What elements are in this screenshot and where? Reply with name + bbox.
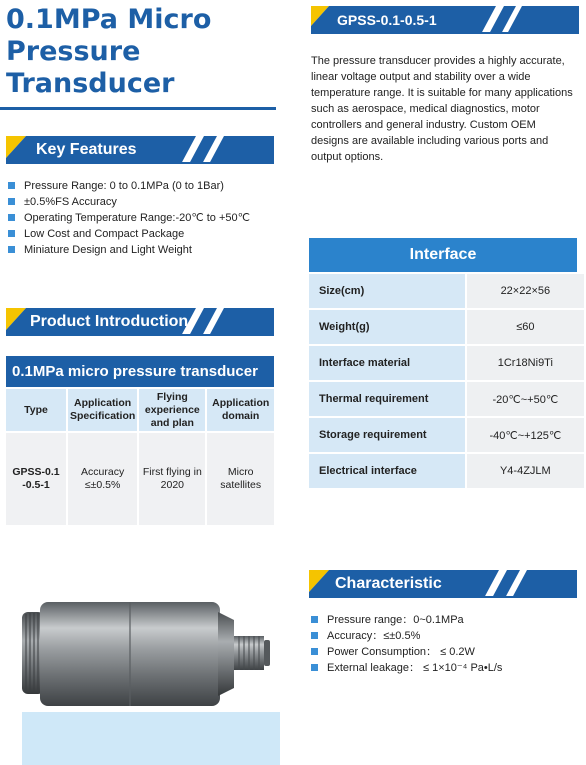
product-table xyxy=(4,387,276,527)
model-banner-label: GPSS-0.1-0.5-1 xyxy=(337,12,437,28)
table-key-cell: Interface material xyxy=(309,346,465,380)
bullet-square-icon xyxy=(8,214,15,221)
table-cell: Micro satellites xyxy=(207,433,274,525)
list-item: Pressure Range: 0 to 0.1MPa (0 to 1Bar) xyxy=(8,178,288,194)
list-item: External leakage： ≤ 1×10⁻⁴ Pa•L/s xyxy=(311,660,581,676)
key-features-banner xyxy=(6,136,274,164)
list-item: Low Cost and Compact Package xyxy=(8,226,288,242)
title-line-2: Pressure xyxy=(6,36,141,67)
product-intro-banner xyxy=(6,308,274,336)
product-description: The pressure transducer provides a highly accurate, linear voltage output and stability over a wide temperature range. It is suitable for many applications such as aerospace, medical diagnostics, motor controllers and general industry. Custom OEM designs are available including various ports and output options. xyxy=(311,55,573,163)
transducer-photo xyxy=(20,590,290,720)
table-header-cell: Application domain xyxy=(207,389,274,431)
table-value-cell: Y4-4ZJLM xyxy=(467,454,584,488)
list-item: Power Consumption： ≤ 0.2W xyxy=(311,644,581,660)
bullet-square-icon xyxy=(8,246,15,253)
table-key-cell: Size(cm) xyxy=(309,274,465,308)
list-item: Miniature Design and Light Weight xyxy=(8,242,288,258)
table-header-cell: Type xyxy=(6,389,66,431)
bullet-square-icon xyxy=(8,230,15,237)
product-table-title: 0.1MPa micro pressure transducer xyxy=(6,356,274,387)
key-features-list xyxy=(8,178,288,258)
title-underline xyxy=(0,107,276,110)
characteristic-banner xyxy=(309,570,577,598)
bullet-square-icon xyxy=(8,182,15,189)
interface-table xyxy=(307,272,586,490)
table-key-cell: Storage requirement xyxy=(309,418,465,452)
table-row xyxy=(309,274,584,308)
table-row xyxy=(6,433,274,525)
table-value-cell: ≤60 xyxy=(467,310,584,344)
bullet-square-icon xyxy=(311,616,318,623)
bullet-square-icon xyxy=(311,664,318,671)
table-row xyxy=(309,454,584,488)
key-features-heading: Key Features xyxy=(36,141,137,158)
bullet-square-icon xyxy=(8,198,15,205)
model-banner xyxy=(311,6,579,34)
table-row xyxy=(309,382,584,416)
table-row xyxy=(309,310,584,344)
list-item: Accuracy：≤±0.5% xyxy=(311,628,581,644)
table-key-cell: Thermal requirement xyxy=(309,382,465,416)
title-line-3: Transducer xyxy=(6,68,175,99)
interface-table-title: Interface xyxy=(309,238,577,272)
table-key-cell: Weight(g) xyxy=(309,310,465,344)
table-value-cell: 1Cr18Ni9Ti xyxy=(467,346,584,380)
list-item: ±0.5%FS Accuracy xyxy=(8,194,288,210)
table-value-cell: 22×22×56 xyxy=(467,274,584,308)
table-cell: GPSS-0.1 -0.5-1 xyxy=(6,433,66,525)
title-line-1: 0.1MPa Micro xyxy=(6,4,212,35)
bullet-square-icon xyxy=(311,648,318,655)
table-value-cell: -20℃~+50℃ xyxy=(467,382,584,416)
table-row xyxy=(309,346,584,380)
table-header-cell: Flying experience and plan xyxy=(139,389,205,431)
bullet-square-icon xyxy=(311,632,318,639)
characteristic-list xyxy=(311,612,581,676)
table-header-cell: Application Specification xyxy=(68,389,137,431)
table-key-cell: Electrical interface xyxy=(309,454,465,488)
product-intro-heading: Product Introduction xyxy=(30,313,189,330)
table-row xyxy=(6,389,274,431)
page-title xyxy=(6,4,276,100)
list-item: Pressure range：0~0.1MPa xyxy=(311,612,581,628)
table-cell: Accuracy ≤±0.5% xyxy=(68,433,137,525)
table-cell: First flying in 2020 xyxy=(139,433,205,525)
table-row xyxy=(309,418,584,452)
characteristic-heading: Characteristic xyxy=(335,575,442,592)
list-item: Operating Temperature Range:-20℃ to +50℃ xyxy=(8,210,288,226)
table-value-cell: -40℃~+125℃ xyxy=(467,418,584,452)
